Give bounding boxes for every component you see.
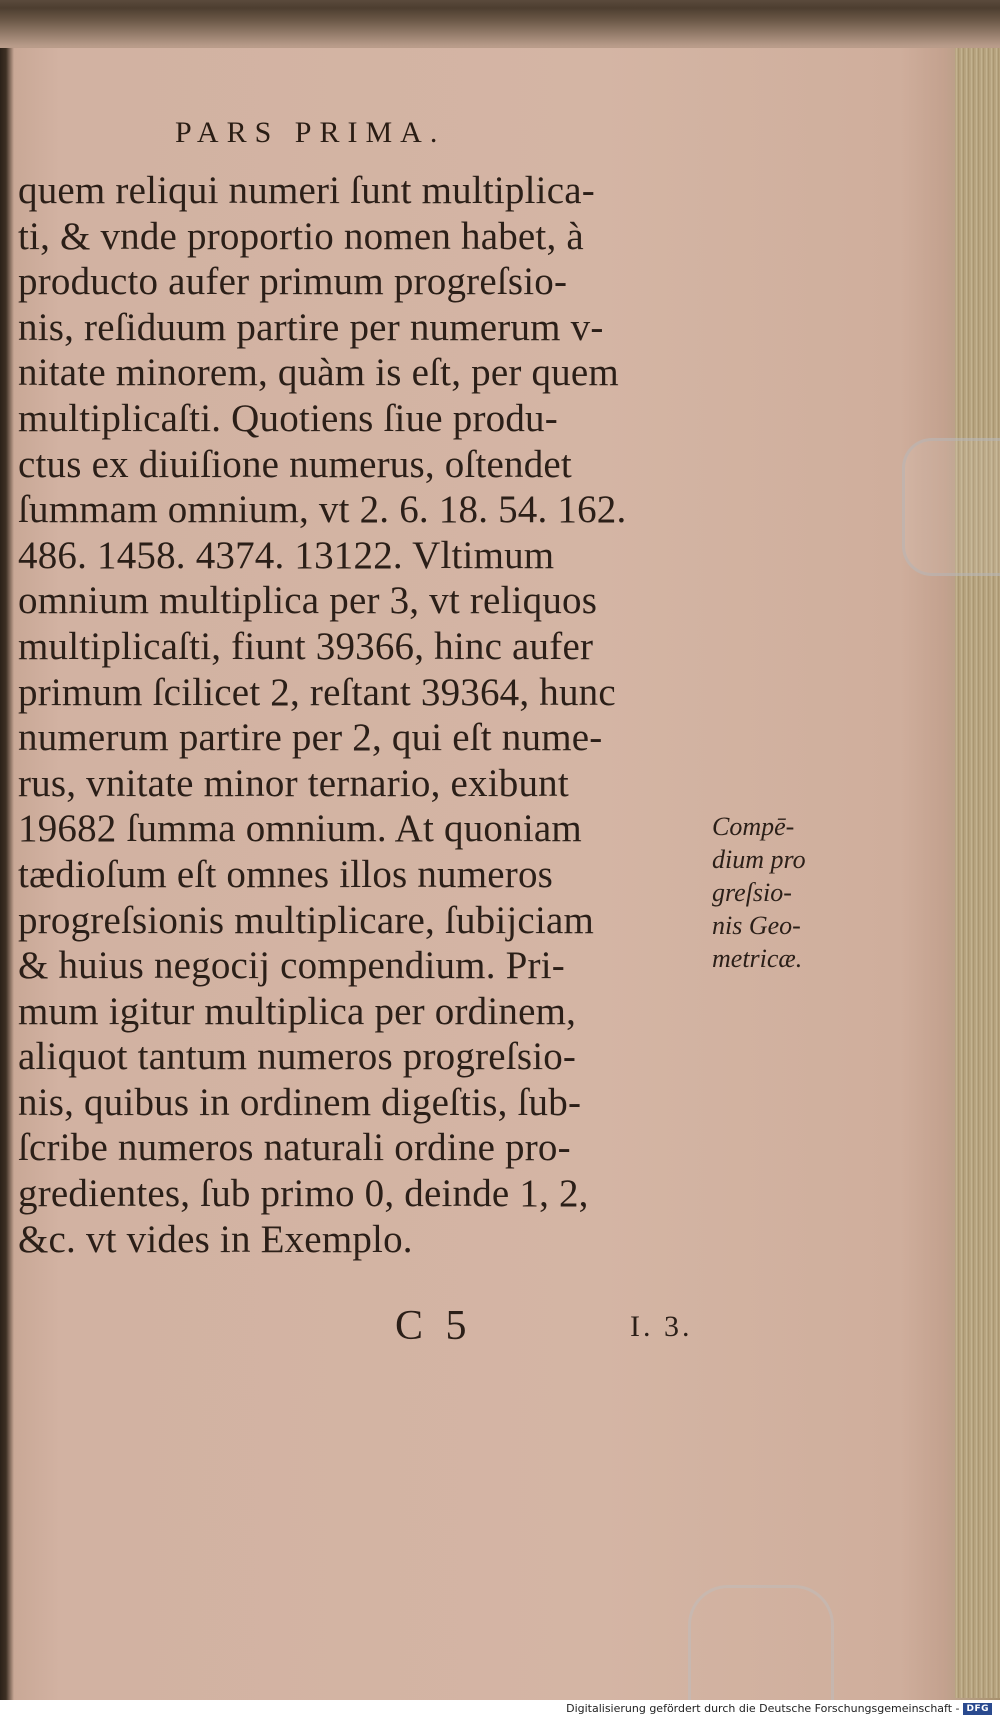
- dfg-logo: DFG: [963, 1703, 992, 1715]
- text-line: 19682 ſumma omnium. At quoniam: [18, 807, 582, 851]
- text-line: nis, quibus in ordinem digeſtis, ſub-: [18, 1080, 582, 1124]
- text-line: nitate minorem, quàm is eſt, per quem: [18, 351, 619, 395]
- text-line: multiplicaſti, fiunt 39366, hinc aufer: [18, 624, 594, 668]
- text-line: 486. 1458. 4374. 13122. Vltimum: [18, 533, 555, 577]
- text-line: nis, reſiduum partire per numerum v-: [18, 305, 604, 349]
- running-header: PARS PRIMA.: [175, 116, 446, 149]
- catchword: I. 3.: [630, 1310, 693, 1343]
- marginal-line: Compē-: [712, 812, 795, 841]
- text-line: tædioſum eſt omnes illos numeros: [18, 852, 554, 896]
- text-line: &c. vt vides in Exemplo.: [18, 1217, 413, 1261]
- text-line: quem reliqui numeri ſunt multiplica-: [18, 169, 595, 212]
- text-line: ti, & vnde proportio nomen habet, à: [18, 214, 584, 258]
- text-line: rus, vnitate minor ternario, exibunt: [18, 761, 569, 805]
- text-line: numerum partire per 2, qui eſt nume-: [18, 716, 603, 760]
- text-line: aliquot tantum numeros progreſsio-: [18, 1035, 577, 1079]
- signature-mark: C 5: [395, 1303, 473, 1349]
- marginal-line: greſsio-: [712, 878, 792, 907]
- text-line: & huius negocij compendium. Pri-: [18, 944, 565, 988]
- marginal-note: [712, 810, 862, 975]
- text-line: ſummam omnium, vt 2. 6. 18. 54. 162.: [18, 488, 627, 532]
- marginal-line: metricæ.: [712, 944, 803, 973]
- marginal-line: nis Geo-: [712, 911, 801, 940]
- marginal-line: dium pro: [712, 845, 806, 874]
- text-line: progreſsionis multiplicare, ſubijciam: [18, 898, 595, 942]
- footer-credit: [566, 1702, 992, 1715]
- text-line: ſcribe numeros naturali ordine pro-: [18, 1126, 571, 1170]
- footer-credit-text: Digitalisierung gefördert durch die Deutsche Forschungsgemeinschaft -: [566, 1702, 960, 1715]
- page-edges: [955, 48, 1000, 1698]
- text-line: omnium multiplica per 3, vt reliquos: [18, 579, 598, 623]
- text-line: ctus ex diuiſione numerus, oſtendet: [18, 442, 572, 486]
- book-top-edge: [0, 0, 1000, 48]
- text-line: multiplicaſti. Quotiens ſiue produ-: [18, 396, 558, 440]
- text-line: mum igitur multiplica per ordinem,: [18, 989, 577, 1033]
- page-clip-bottom: [688, 1585, 834, 1708]
- text-line: gredientes, ſub primo 0, deinde 1, 2,: [18, 1172, 589, 1216]
- text-line: primum ſcilicet 2, reſtant 39364, hunc: [18, 670, 616, 714]
- text-line: producto aufer primum progreſsio-: [18, 260, 568, 304]
- body-text: [18, 168, 708, 1262]
- page-clip: [902, 438, 1000, 576]
